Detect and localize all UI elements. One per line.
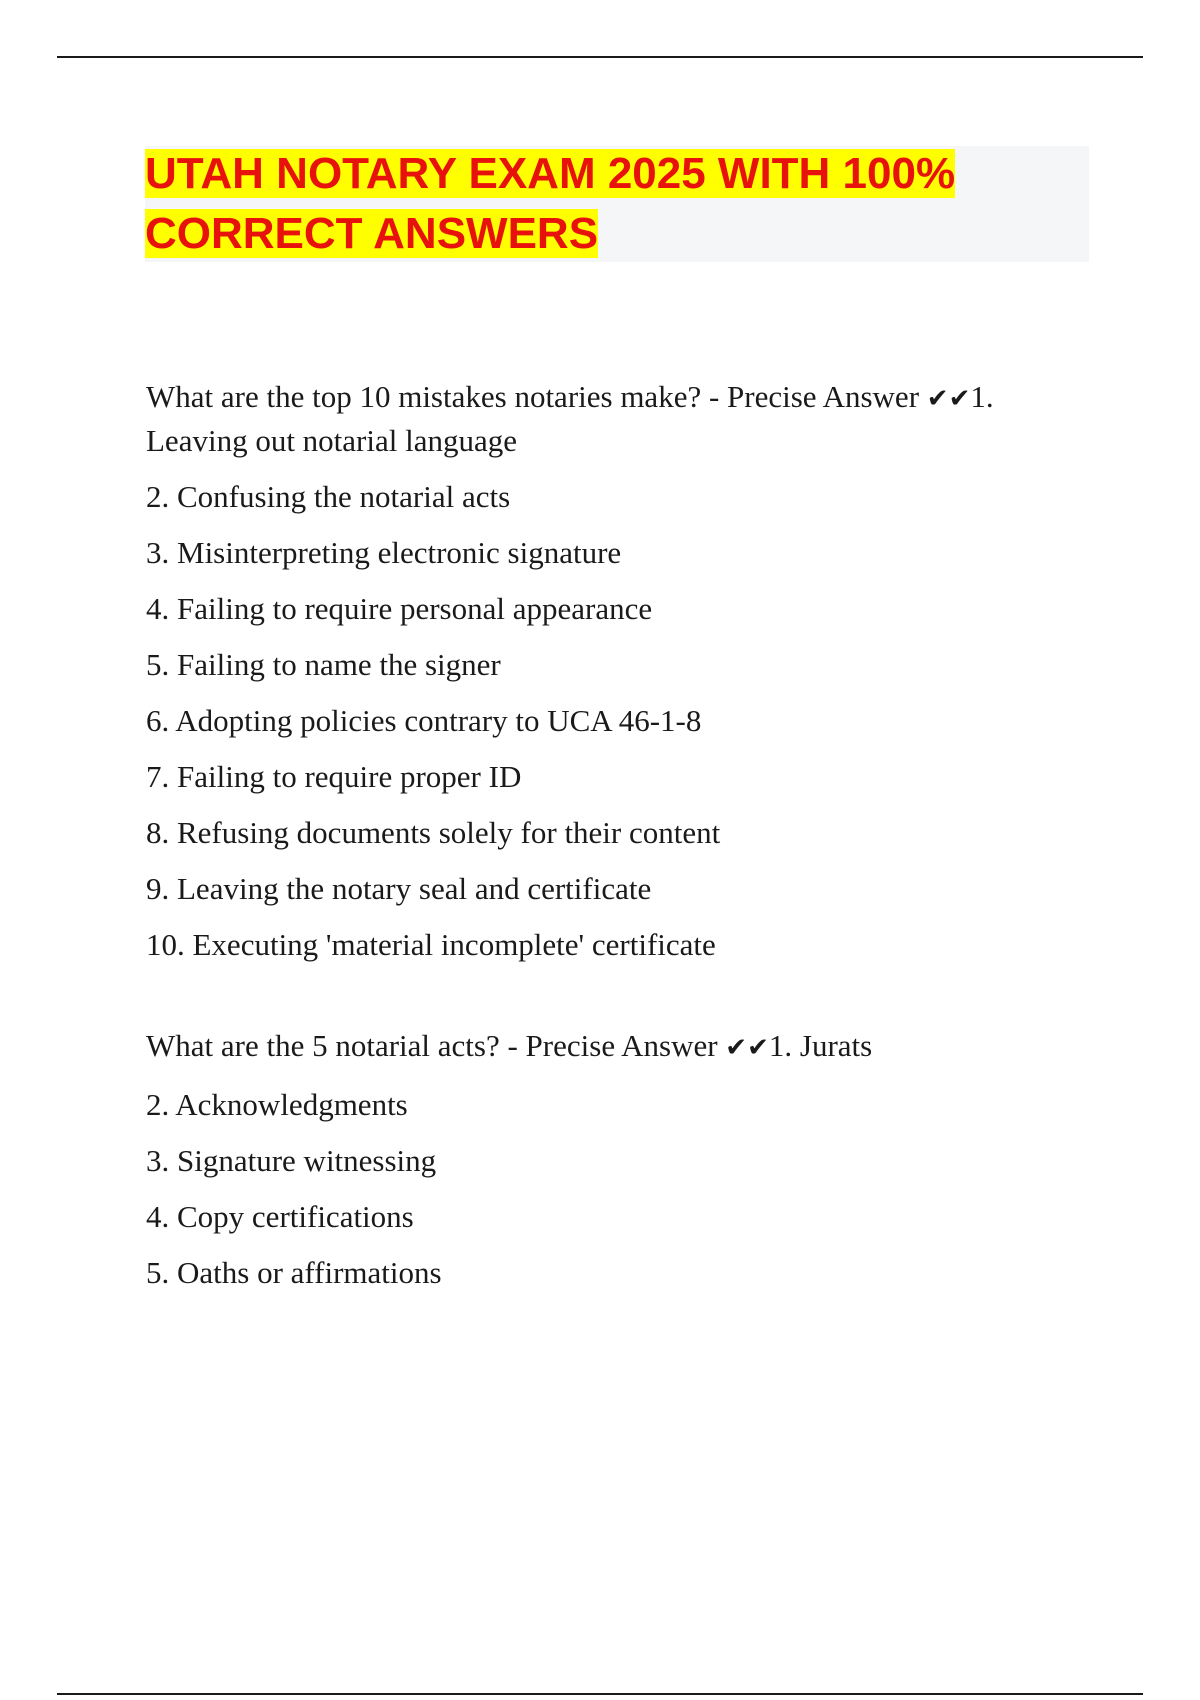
answer-item: 3. Misinterpreting electronic signature [146, 535, 622, 570]
title-line-1: UTAH NOTARY EXAM 2025 WITH 100% [145, 149, 956, 198]
document-body [146, 376, 1066, 1293]
answer-item: 4. Copy certifications [146, 1199, 414, 1234]
question-text: What are the top 10 mistakes notaries make? - Precise Answer [146, 379, 920, 414]
page-title [145, 144, 1065, 264]
checkmark-icon: ✔✔ [926, 384, 971, 414]
bottom-rule [57, 1693, 1143, 1695]
answer-item: 3. Signature witnessing [146, 1143, 437, 1178]
question-text: What are the 5 notarial acts? - Precise Answer [146, 1028, 718, 1063]
question-1 [146, 376, 1066, 461]
answer-item: 2. Confusing the notarial acts [146, 479, 511, 514]
answer-item: 2. Acknowledgments [146, 1087, 408, 1122]
answer-item: 7. Failing to require proper ID [146, 759, 522, 794]
answer-item: 6. Adopting policies contrary to UCA 46-1-8 [146, 703, 702, 738]
answer-item: 5. Failing to name the signer [146, 647, 501, 682]
answer-item: 9. Leaving the notary seal and certificate [146, 871, 652, 906]
answer-item: 8. Refusing documents solely for their content [146, 815, 721, 850]
answer-item: 1. Leaving out notarial language [146, 379, 994, 458]
answer-item: 10. Executing 'material incomplete' certificate [146, 927, 716, 962]
checkmark-icon: ✔✔ [725, 1033, 769, 1063]
top-rule [57, 56, 1143, 58]
question-2 [146, 1025, 1066, 1069]
answer-item: 5. Oaths or affirmations [146, 1255, 442, 1290]
title-line-2: CORRECT ANSWERS [145, 209, 599, 258]
answer-item: 1. Jurats [768, 1028, 873, 1063]
answer-item: 4. Failing to require personal appearance [146, 591, 653, 626]
